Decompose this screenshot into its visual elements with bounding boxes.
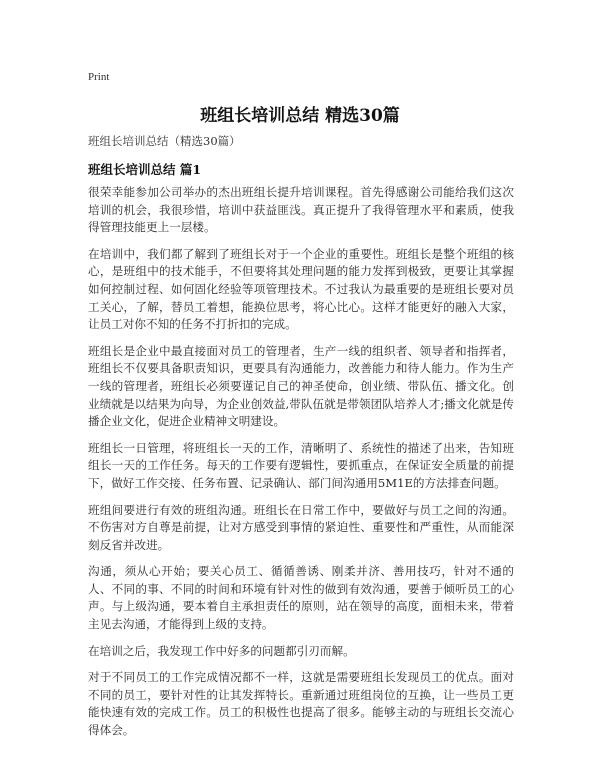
document-body [88,184,514,749]
paragraph: 在培训之后，我发现工作中好多的问题都引刃而解。 [88,643,355,658]
document-subtitle: 班组长培训总结（精选30篇） [88,134,241,148]
paragraph: 班组长是企业中最直接面对员工的管理者，生产一线的组织者、领导者和指挥者，班组长不仅要具备职责知识，更要具有沟通能力，改善能力和待人能力。作为生产一线的管理者，班组长必须要谨记自己的神圣使命，创业绩、带队伍、播文化。创业绩就是以结果为向导，为企业创效益,带队伍就是带领团队培养人才;播文化就是传播企业文化，促进企业精神文明建设。 [88,343,514,429]
paragraph: 对于不同员工的工作完成情况都不一样，这就是需要班组长发现员工的优点。面对不同的员工，要针对性的让其发挥特长。重新通过班组岗位的互换，让一些员工更能快速有效的完成工作。员工的积极性也提高了很多。能够主动的与班组长交流心得体会。 [88,670,514,738]
paragraph: 班组间要进行有效的班组沟通。班组长在日常工作中，要做好与员工之间的沟通。不伤害对方自尊是前提，让对方感受到事情的紧迫性、重要性和严重性，从而能深刻反省并改进。 [88,502,514,552]
paragraph: 在培训中，我们都了解到了班组长对于一个企业的重要性。班组长是整个班组的核心，是班组中的技术能手，不但要将其处理问题的能力发挥到极致，更要让其掌握如何控制过程、如何固化经验等项管理技术。不过我认为最重要的是班组长要对员工关心，了解，替员工着想，能换位思考，将心比心。这样才能更好的融入大家，让员工对你不知的任务不打折扣的完成。 [88,246,514,332]
page-title: 班组长培训总结 精选30篇 [200,106,400,126]
print-label: Print [88,71,110,83]
paragraph: 班组长一日管理，将班组长一天的工作，清晰明了、系统性的描述了出来，告知班组长一天的工作任务。每天的工作要有逻辑性，要抓重点，在保证安全质量的前提下，做好工作交接、任务布置、记录确认、部门间沟通用5M1E的方法排查问题。 [88,440,514,490]
paragraph: 沟通，须从心开始；要关心员工、循循善诱、刚柔并济、善用技巧，针对不通的人、不同的事、不同的时间和环境有针对性的做到有效沟通，要善于倾听员工的心声。与上级沟通，要本着自主承担责任的原则，站在领导的高度，面相未来，带着主见去沟通，才能得到上级的支持。 [88,564,514,632]
paragraph: 很荣幸能参加公司举办的杰出班组长提升培训课程。首先得感谢公司能给我们这次培训的机会，我很珍惜，培训中获益匪浅。真正提升了我得管理水平和素质，使我得管理技能更上一层楼。 [88,185,514,235]
section-heading: 班组长培训总结 篇1 [88,162,202,177]
